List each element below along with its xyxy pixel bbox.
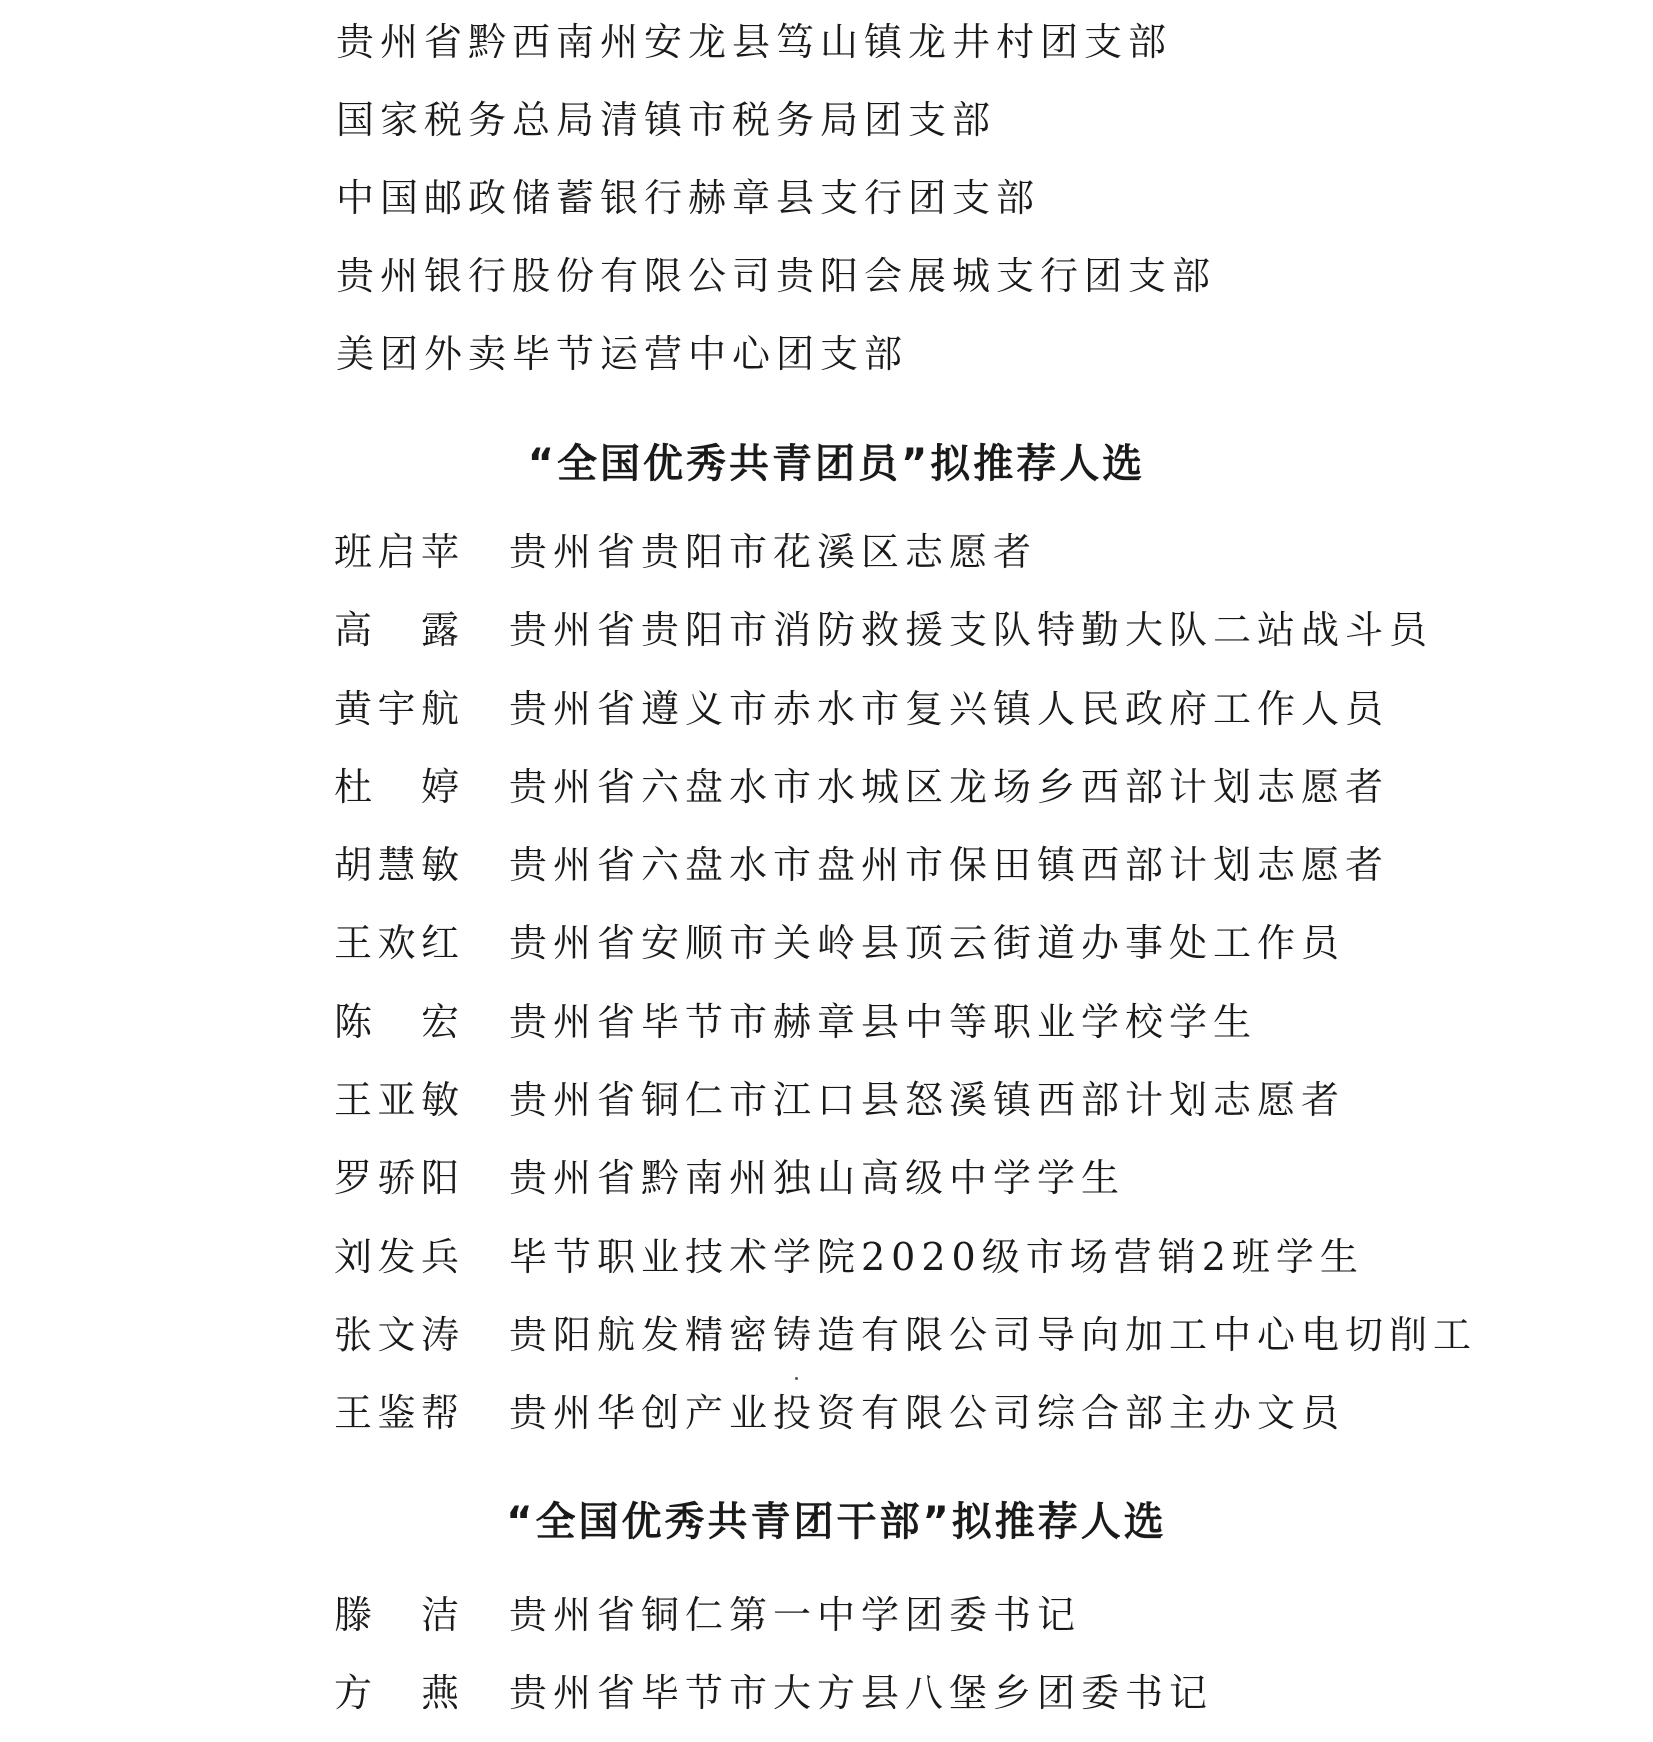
list-item (334, 522, 1477, 600)
person-name: 胡慧敏 (334, 843, 459, 888)
list-item (334, 1585, 1213, 1663)
person-name: 陈宏 (334, 999, 459, 1044)
organization-list (336, 12, 1216, 402)
list-item (334, 1663, 1213, 1741)
cadre-candidate-list (334, 1585, 1213, 1742)
person-name: 黄宇航 (334, 686, 459, 731)
section-title-outstanding-cadre: “全国优秀共青团干部”拟推荐人选 (506, 1499, 1167, 1545)
member-candidate-list (334, 522, 1477, 1462)
person-name: 王欢红 (334, 921, 459, 966)
person-description: 贵州省黔南州独山高级中学学生 (509, 1156, 1126, 1201)
person-description: 贵阳航发精密铸造有限公司导向加工中心电切削工 (509, 1312, 1478, 1357)
list-item: 中国邮政储蓄银行赫章县支行团支部 (336, 176, 1041, 220)
person-description: 贵州省遵义市赤水市复兴镇人民政府工作人员 (509, 686, 1390, 731)
person-description: 贵州省安顺市关岭县顶云街道办事处工作员 (509, 921, 1346, 966)
person-name: 张文涛 (334, 1312, 459, 1357)
list-item (334, 679, 1477, 757)
list-item: 美团外卖毕节运营中心团支部 (336, 332, 909, 376)
person-description: 毕节职业技术学院2020级市场营销2班学生 (509, 1234, 1364, 1279)
list-item (334, 600, 1477, 678)
person-description: 贵州华创产业投资有限公司综合部主办文员 (509, 1391, 1346, 1436)
person-description: 贵州省贵阳市花溪区志愿者 (509, 530, 1038, 574)
list-item (334, 1227, 1477, 1305)
list-item: 国家税务总局清镇市税务局团支部 (336, 98, 997, 142)
list-item (334, 1148, 1477, 1226)
person-description: 贵州省毕节市赫章县中等职业学校学生 (509, 999, 1258, 1044)
list-item: 贵州银行股份有限公司贵阳会展城支行团支部 (336, 254, 1217, 298)
person-name: 罗骄阳 (334, 1156, 459, 1201)
person-name: 滕洁 (334, 1593, 459, 1637)
list-item (334, 992, 1477, 1070)
person-name: 杜婷 (334, 764, 459, 809)
person-name: 王鉴帮 (334, 1391, 459, 1436)
person-description: 贵州省六盘水市水城区龙场乡西部计划志愿者 (509, 764, 1390, 809)
list-item (334, 835, 1477, 913)
person-description: 贵州省六盘水市盘州市保田镇西部计划志愿者 (509, 843, 1390, 888)
list-item (334, 1305, 1477, 1383)
person-name: 高露 (334, 608, 459, 653)
list-item (334, 1070, 1477, 1148)
person-name: 刘发兵 (334, 1234, 459, 1279)
person-description: 贵州省铜仁市江口县怒溪镇西部计划志愿者 (509, 1078, 1346, 1123)
section-title-outstanding-member: “全国优秀共青团员”拟推荐人选 (527, 441, 1146, 487)
scan-speck (795, 1377, 798, 1380)
person-description: 贵州省毕节市大方县八堡乡团委书记 (509, 1671, 1214, 1716)
list-item: 贵州省黔西南州安龙县笃山镇龙井村团支部 (336, 20, 1173, 64)
person-description: 贵州省贵阳市消防救援支队特勤大队二站战斗员 (509, 608, 1434, 653)
person-name: 方燕 (334, 1671, 459, 1716)
list-item (334, 757, 1477, 835)
person-name: 王亚敏 (334, 1078, 459, 1123)
list-item (334, 913, 1477, 991)
list-item (334, 1383, 1477, 1461)
person-description: 贵州省铜仁第一中学团委书记 (509, 1593, 1082, 1637)
person-name: 班启苹 (334, 530, 459, 574)
